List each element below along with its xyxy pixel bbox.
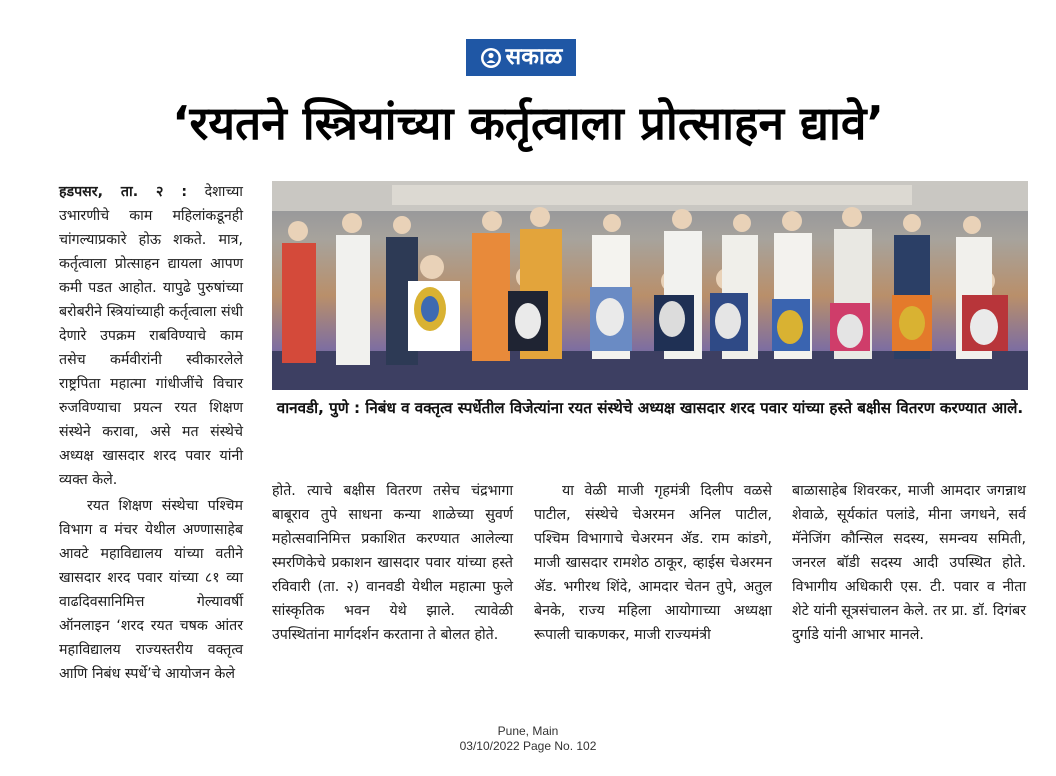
masthead-name: सकाळ	[505, 44, 563, 70]
article-column-2	[272, 479, 513, 649]
article-photo	[272, 181, 1028, 390]
clipping-footer	[0, 724, 1056, 754]
sakal-emblem-icon	[480, 47, 502, 69]
article-column-4	[792, 479, 1026, 649]
column-4-paragraph: बाळासाहेब शिवरकर, माजी आमदार जगन्नाथ शेवाळे, सूर्यकांत पलांडे, मीना जगधने, सर्व मॅनेजिंग कौन्सिल सदस्य, समन्वय समिती, जनरल बॉडी सदस्य आदी उपस्थित होते. विभागीय अधिकारी एस. टी. पवार व नीता शेटे यांनी सूत्रसंचालन केले. तर प्रा. डॉ. दिगंबर दुर्गाडे यांनी आभार मानले.	[792, 483, 1026, 643]
footer-date-page: 03/10/2022 Page No. 102	[459, 739, 597, 753]
article-column-1	[59, 180, 243, 688]
dateline: हडपसर, ता. २ :	[59, 184, 188, 200]
article-headline: ‘रयतने स्त्रियांच्या कर्तृत्वाला प्रोत्साहन द्यावे’	[172, 96, 884, 150]
footer-edition: Pune, Main	[497, 724, 559, 738]
column-2-paragraph: होते. त्याचे बक्षीस वितरण तसेच चंद्रभागा बाबूराव तुपे साधना कन्या शाळेच्या सुवर्ण महोत्सवानिमित्त प्रकाशित करण्यात आलेल्या स्मरणिकेचे प्रकाशन खासदार पवार यांच्या हस्ते रविवारी (ता. २) वानवडी येथील महात्मा फुले सांस्कृतिक भवन येथे झाले. त्यावेळी उपस्थितांना मार्गदर्शन करताना ते बोलत होते.	[272, 483, 513, 643]
photo-caption: वानवडी, पुणे : निबंध व वक्तृत्व स्पर्धेतील विजेत्यांना रयत संस्थेचे अध्यक्ष खासदार शरद पवार यांच्या हस्ते बक्षीस वितरण करण्यात आले.	[276, 399, 1024, 417]
masthead-logo	[466, 39, 576, 76]
column-3-paragraph: या वेळी माजी गृहमंत्री दिलीप वळसे पाटील, संस्थेचे चेअरमन अनिल पाटील, पश्चिम विभागाचे चेअरमन ॲड. राम कांडगे, माजी खासदार रामशेठ ठाकूर, व्हाईस चेअरमन ॲड. भगीरथ शिंदे, आमदार चेतन तुपे, अतुल बेनके, राज्य महिला आयोगाच्या अध्यक्षा रूपाली चाकणकर, माजी राज्यमंत्री	[534, 483, 772, 643]
article-column-3	[534, 479, 772, 649]
column-1-paragraph-2: रयत शिक्षण संस्थेचा पश्चिम विभाग व मंचर येथील अण्णासाहेब आवटे महाविद्यालय यांच्या वतीने खासदार शरद पवार यांच्या ८१ व्या वाढदिवसानिमित्त गेल्यावर्षी ऑनलाइन ‘शरद रयत चषक आंतर महाविद्यालय राज्यस्तरीय वक्तृत्व आणि निबंध स्पर्धे’चे आयोजन केले	[59, 498, 243, 682]
award-ceremony-photo	[272, 181, 1028, 390]
column-1-paragraph-1: हडपसर, ता. २ : देशाच्या उभारणीचे काम महिलांकडूनही चांगल्याप्रकारे होऊ शकते. मात्र, कर्तृत्वाला प्रोत्साहन द्यायला आपण कमी पडत आहोत. यापुढे पुरुषांच्या बरोबरीने स्त्रियांच्याही कर्तृत्वाला संधी देणारे उपक्रम राबविण्याचे काम तसेच कर्मवीरांनी स्वीकारलेले राष्ट्रपिता महात्मा गांधीजींचे विचार रुजविण्याचा प्रयत्न रयत शिक्षण संस्थेने करावा, असे मत संस्थेचे अध्यक्ष खासदार शरद पवार यांनी व्यक्त केले.	[59, 184, 243, 488]
